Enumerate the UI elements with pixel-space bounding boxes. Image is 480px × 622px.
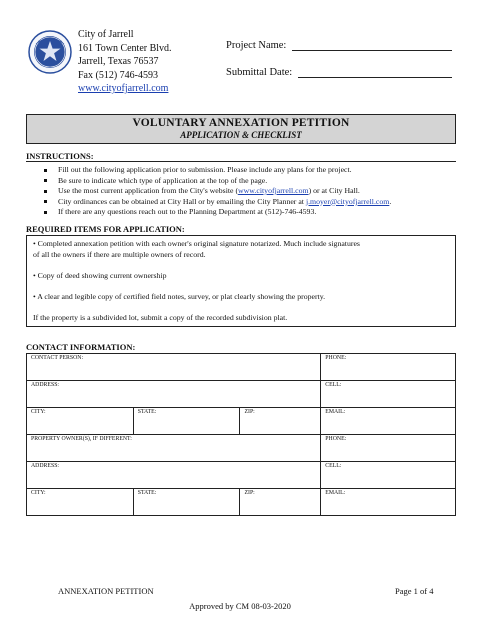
table-row (27, 354, 456, 381)
contact-person-field[interactable]: CONTACT PERSON: (27, 354, 321, 381)
bullet-icon (44, 190, 47, 193)
website-link[interactable]: www.cityofjarrell.com (78, 83, 169, 94)
approval-note: Approved by CM 08-03-2020 (189, 601, 291, 611)
city-seal-logo (28, 30, 72, 74)
phone-field[interactable]: PHONE: (321, 354, 456, 381)
submittal-date-label: Submittal Date: (226, 67, 293, 78)
footer-doc-name: ANNEXATION PETITION (58, 586, 154, 596)
state-field[interactable]: STATE: (133, 408, 240, 435)
required-item: • A clear and legible copy of certified field notes, survey, or plat clearly showing the property. (33, 291, 326, 301)
bullet-icon (44, 200, 47, 203)
city-state-zip: Jarrell, Texas 76537 (78, 56, 159, 67)
city-name: City of Jarrell (78, 29, 134, 40)
cell-field[interactable]: CELL: (321, 381, 456, 408)
page-number: Page 1 of 4 (395, 586, 434, 596)
project-name-field[interactable] (292, 50, 452, 51)
address-field[interactable]: ADDRESS: (27, 381, 321, 408)
table-row (27, 381, 456, 408)
document-title-box (26, 114, 456, 144)
subdivision-note: If the property is a subdivided lot, submit a copy of the recorded subdivision plat. (33, 312, 288, 322)
project-name-label: Project Name: (226, 40, 287, 51)
owner-address-field[interactable]: ADDRESS: (27, 462, 321, 489)
submittal-date-field[interactable] (298, 77, 452, 78)
owner-cell-field[interactable]: CELL: (321, 462, 456, 489)
table-row (27, 408, 456, 435)
owner-phone-field[interactable]: PHONE: (321, 435, 456, 462)
contact-info-heading: CONTACT INFORMATION: (26, 342, 136, 352)
email-field[interactable]: EMAIL: (321, 408, 456, 435)
owner-email-field[interactable]: EMAIL: (321, 489, 456, 516)
table-row (27, 435, 456, 462)
website-link[interactable]: www.cityofjarrell.com (238, 186, 309, 195)
owner-zip-field[interactable]: ZIP: (240, 489, 321, 516)
street-address: 161 Town Center Blvd. (78, 42, 172, 54)
list-item: If there are any questions reach out to the Planning Department at (512)-746-4593. (58, 207, 391, 218)
zip-field[interactable]: ZIP: (240, 408, 321, 435)
property-owner-field[interactable]: PROPERTY OWNER(S), IF DIFFERENT: (27, 435, 321, 462)
required-items-heading: REQUIRED ITEMS FOR APPLICATION: (26, 224, 185, 234)
table-row (27, 462, 456, 489)
contact-info-table (26, 353, 456, 516)
table-row (27, 489, 456, 516)
list-item: City ordinances can be obtained at City Hall or by emailing the City Planner at j.moyer@cityofjarrell.com. (58, 197, 391, 208)
city-field[interactable]: CITY: (27, 408, 134, 435)
owner-state-field[interactable]: STATE: (133, 489, 240, 516)
list-item: Fill out the following application prior to submission. Please include any plans for the project. (58, 165, 391, 176)
list-item: Be sure to indicate which type of application at the top of the page. (58, 176, 391, 187)
instructions-divider (26, 161, 456, 162)
required-item: • Completed annexation petition with each owner's original signature notarized. Much include signatures of all the owners if there are multiple owners of record. (33, 239, 360, 259)
required-items-box (26, 235, 456, 327)
bullet-icon (44, 211, 47, 214)
project-fields (226, 40, 292, 94)
owner-city-field[interactable]: CITY: (27, 489, 134, 516)
instructions-heading: INSTRUCTIONS: (26, 151, 94, 161)
required-item: • Copy of deed showing current ownership (33, 270, 167, 280)
document-title: VOLUNTARY ANNEXATION PETITION (132, 117, 350, 129)
list-item: Use the most current application from the City's website (www.cityofjarrell.com) or at City Hall. (58, 186, 391, 197)
bullet-icon (44, 179, 47, 182)
fax-number: Fax (512) 746-4593 (78, 69, 158, 81)
planner-email-link[interactable]: j.moyer@cityofjarrell.com (305, 196, 390, 206)
document-subtitle: APPLICATION & CHECKLIST (180, 130, 302, 140)
instructions-list (58, 165, 391, 218)
bullet-icon (44, 169, 47, 172)
city-address-block (78, 28, 172, 96)
